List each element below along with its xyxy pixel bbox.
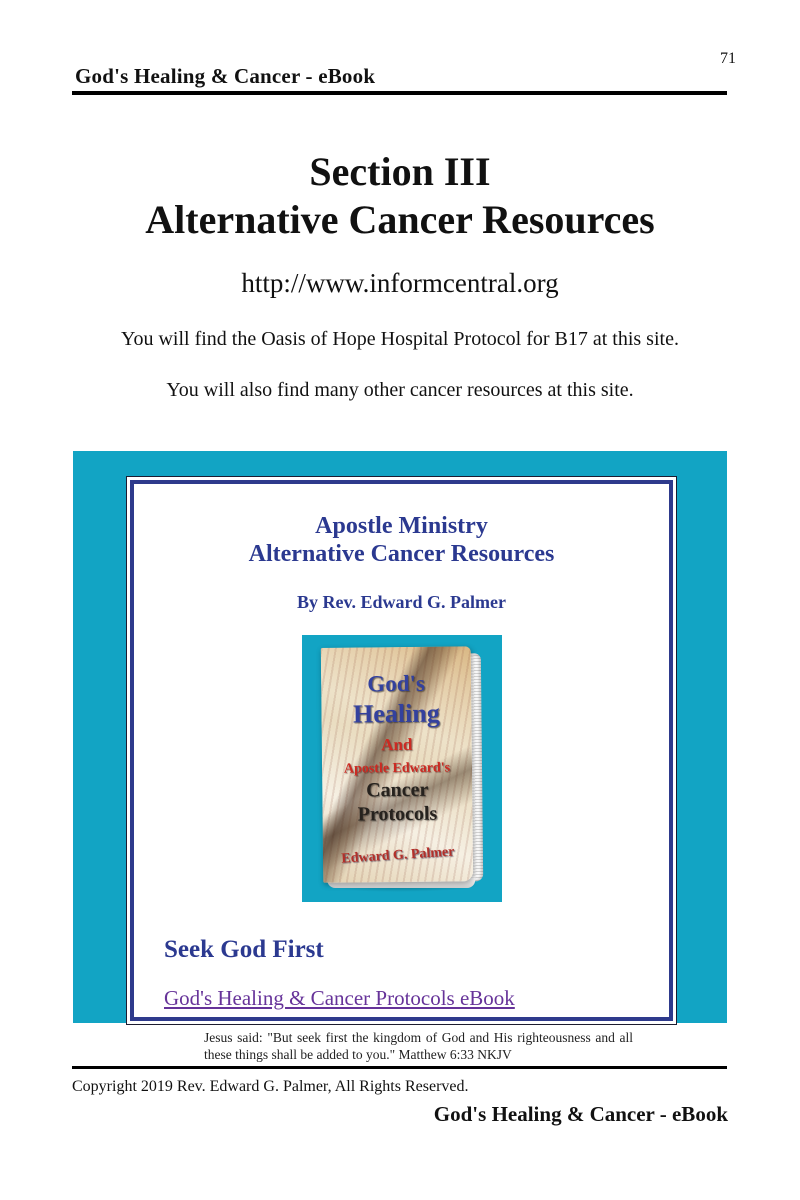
footer-copyright: Copyright 2019 Rev. Edward G. Palmer, All Rights Reserved. bbox=[72, 1078, 469, 1095]
site-title-line1: Apostle Ministry bbox=[315, 513, 488, 539]
book-cover-text bbox=[320, 646, 472, 883]
cover-title-line1: God's bbox=[366, 670, 425, 697]
book-cover-image bbox=[302, 635, 502, 902]
site-byline: By Rev. Edward G. Palmer bbox=[297, 592, 506, 612]
matthew-verse: Jesus said: "But seek first the kingdom of God and His righteousness and all these things shall be added to you." Matthew 6:33 NKJV bbox=[204, 1030, 633, 1062]
seek-god-first-heading: Seek God First bbox=[164, 936, 324, 963]
header-title: God's Healing & Cancer - eBook bbox=[75, 64, 376, 88]
cover-title-line5: Cancer bbox=[365, 778, 428, 802]
footer-title: God's Healing & Cancer - eBook bbox=[433, 1102, 728, 1126]
footer-rule bbox=[72, 1066, 727, 1069]
book-front-cover bbox=[320, 646, 472, 883]
site-title bbox=[134, 512, 669, 568]
section-title-line2: Alternative Cancer Resources bbox=[145, 197, 655, 242]
header-rule bbox=[72, 91, 727, 95]
cover-title-line3: And bbox=[380, 734, 412, 755]
lead-paragraph-2: You will also find many other cancer resources at this site. bbox=[166, 379, 634, 401]
page-number: 71 bbox=[720, 50, 736, 67]
website-screenshot bbox=[73, 451, 727, 1062]
cover-author: Edward G. Palmer bbox=[340, 844, 455, 867]
website-panel bbox=[126, 476, 677, 1062]
section-title bbox=[0, 148, 800, 244]
cover-title-line2: Healing bbox=[352, 698, 440, 729]
cover-title-line6: Protocols bbox=[357, 802, 437, 826]
section-url: http://www.informcentral.org bbox=[241, 268, 559, 298]
lead-paragraph-1: You will find the Oasis of Hope Hospital Protocol for B17 at this site. bbox=[121, 328, 679, 350]
website-panel-border bbox=[130, 480, 673, 1062]
book-3d-mockup bbox=[320, 646, 483, 889]
cover-title-line4: Apostle Edward's bbox=[343, 760, 450, 777]
section-title-line1: Section III bbox=[309, 149, 491, 194]
ebook-protocols-link[interactable]: God's Healing & Cancer Protocols eBook bbox=[164, 986, 515, 1010]
site-title-line2: Alternative Cancer Resources bbox=[248, 541, 555, 567]
